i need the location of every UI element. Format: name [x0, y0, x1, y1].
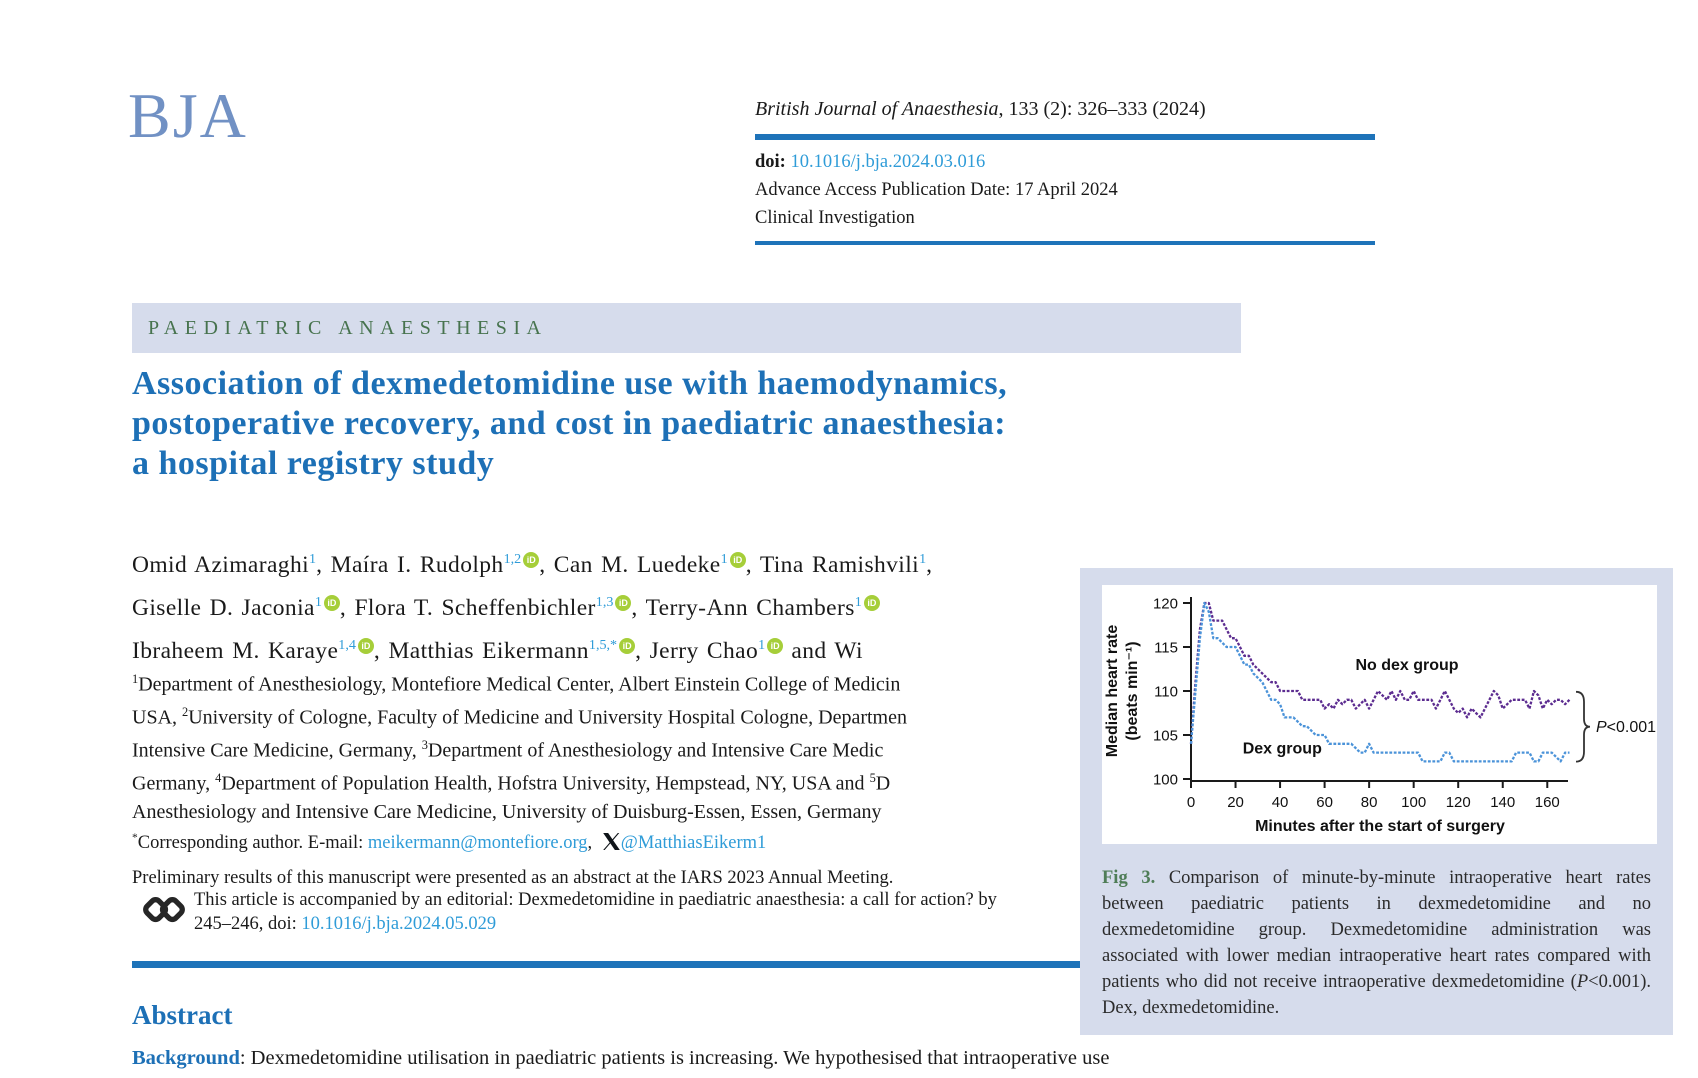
affiliation-text: Intensive Care Medicine, Germany, [132, 739, 422, 762]
y-tick-label: 105 [1152, 727, 1178, 745]
affiliation-text: Department of Anesthesiology and Intensive Care Medic [427, 739, 884, 762]
orcid-icon: iD [523, 552, 539, 568]
figure-3-panel [1080, 568, 1673, 1035]
affiliation-text: University of Cologne, Faculty of Medicine and University Hospital Cologne, Departmen [188, 706, 907, 729]
x-handle-link[interactable]: @MatthiasEikerm1 [620, 833, 767, 854]
author-separator: , [745, 551, 760, 578]
affiliation-line [132, 765, 1092, 798]
background-text: : Dexmedetomidine utilisation in paediatric patients is increasing. We hypothesised that intraoperative use [239, 1047, 1110, 1069]
author-list [132, 541, 1112, 669]
y-tick-label: 120 [1152, 595, 1178, 613]
journal-logo: BJA [128, 80, 248, 151]
author-name: Matthias Eikermann [388, 637, 589, 664]
corresponding-asterisk: * [132, 832, 138, 844]
caption-text-end: <0.001). Dex, dexmedetomidine. [1102, 972, 1651, 1018]
editorial-note [194, 889, 1074, 936]
affiliation-text: D [875, 773, 891, 796]
figure-3-chart [1102, 585, 1657, 844]
figure-label: Fig 3. [1102, 868, 1156, 888]
author-separator: , [631, 594, 646, 621]
author-affiliation-superscript: 1 [720, 551, 728, 567]
citation-issue: , 133 (2): 326–333 (2024) [998, 98, 1206, 120]
y-tick-label: 100 [1152, 771, 1178, 789]
author-name: Can M. Luedeke [553, 551, 721, 578]
x-tick-label: 160 [1534, 794, 1560, 811]
affiliations [132, 666, 1092, 826]
author-affiliation-superscript: 1 [758, 636, 766, 653]
author-affiliation-superscript: 1,3 [595, 593, 614, 610]
corresponding-label: Corresponding author. E-mail: [137, 833, 368, 854]
y-tick-label: 110 [1154, 683, 1178, 701]
linked-editorial-icon [141, 890, 187, 930]
author-name: Ibraheem M. Karaye [132, 637, 339, 664]
x-tick-label: 80 [1360, 794, 1378, 811]
article-category: Clinical Investigation [755, 208, 915, 228]
editorial-pages: 245–246, doi: [194, 913, 302, 934]
author-name: Terry-Ann Chambers [645, 594, 855, 621]
author-separator: and Wi [783, 637, 863, 664]
doi-line [755, 152, 1375, 173]
p-value-annotation: P<0.001 [1596, 719, 1657, 737]
affiliation-superscript: 4 [215, 771, 222, 786]
journal-header [755, 98, 1375, 245]
affiliation-line [132, 732, 1092, 765]
heart-rate-chart [1102, 585, 1657, 844]
affiliation-line [132, 799, 1092, 827]
affiliation-text: Germany, [132, 773, 216, 796]
affiliation-text: Anesthesiology and Intensive Care Medicine, University of Duisburg-Essen, Essen, Germany [132, 800, 882, 823]
author-separator: , [926, 551, 933, 578]
author-separator: , [339, 594, 355, 621]
section-banner: PAEDIATRIC ANAESTHESIA [132, 303, 1241, 353]
abstract-background [132, 1047, 1572, 1070]
x-tick-label: 120 [1445, 794, 1471, 811]
preliminary-note: Preliminary results of this manuscript were presented as an abstract at the IARS 2023 Annual Meeting. [132, 868, 894, 888]
x-twitter-icon [603, 833, 620, 850]
author-separator: , [373, 637, 389, 664]
advance-access-line: Advance Access Publication Date: 17 April 2024 [755, 180, 1118, 200]
comparison-bracket [1576, 692, 1590, 762]
series-label: No dex group [1355, 656, 1459, 674]
background-label: Background [132, 1047, 240, 1069]
author-affiliation-superscript: 1 [309, 551, 317, 567]
y-tick-label: 115 [1154, 639, 1178, 657]
article-title [132, 364, 1232, 484]
x-tick-label: 0 [1186, 794, 1196, 811]
affiliation-text: USA, [132, 706, 183, 729]
affiliation-text: Department of Anesthesiology, Montefiore Medical Center, Albert Einstein College of Medicin [138, 673, 901, 696]
orcid-icon: iD [324, 595, 340, 611]
author-name: Jerry Chao [649, 637, 759, 664]
x-axis-title: Minutes after the start of surgery [1255, 818, 1505, 835]
orcid-icon: iD [730, 552, 746, 568]
doi-link[interactable]: 10.1016/j.bja.2024.03.016 [790, 152, 986, 172]
author-separator: , [316, 551, 331, 578]
author-name: Maíra I. Rudolph [330, 551, 504, 578]
author-line [132, 627, 1112, 670]
caption-p-italic: P [1576, 972, 1589, 992]
series-label: Dex group [1242, 740, 1322, 758]
author-separator: , [635, 637, 650, 664]
x-tick-label: 60 [1316, 794, 1333, 811]
affiliation-line [132, 699, 1092, 732]
editorial-doi-link[interactable]: 10.1016/j.bja.2024.05.029 [301, 913, 497, 934]
journal-name: British Journal of Anaesthesia [755, 98, 999, 120]
title-line-1: Association of dexmedetomidine use with haemodynamics, [132, 365, 1008, 402]
citation-line [755, 98, 1375, 121]
x-tick-label: 100 [1401, 794, 1427, 811]
author-line [132, 541, 1112, 584]
figure-3-caption [1102, 865, 1651, 1021]
editorial-note-line-2 [194, 913, 1074, 937]
affiliation-superscript: 1 [132, 672, 139, 686]
x-tick-label: 40 [1271, 794, 1289, 811]
x-tick-label: 20 [1227, 794, 1244, 811]
y-axis-title: Median heart rate (beats min⁻¹) [1104, 624, 1141, 758]
email-link[interactable]: meikermann@montefiore.org [367, 833, 588, 854]
author-name: Giselle D. Jaconia [132, 594, 315, 621]
author-affiliation-superscript: 1 [314, 593, 322, 610]
doi-label: doi: [755, 152, 791, 172]
author-name: Omid Azimaraghi [132, 551, 310, 578]
author-line [132, 584, 1112, 627]
author-affiliation-superscript: 1,5,* [588, 636, 618, 653]
caption-text: Comparison of minute-by-minute intraoperative heart rates between paediatric patients in dexmedetomidine and no dexmedetomidine group. Dexmedetomidine administration was associated with lower median intraoperative heart rates compared with patients who did not receive intraoperative dexmedetomidine ( [1102, 868, 1651, 992]
title-line-3: a hospital registry study [132, 445, 495, 482]
corresponding-author-line [132, 832, 766, 854]
affiliation-superscript: 3 [421, 738, 428, 753]
orcid-icon: iD [358, 638, 374, 654]
author-name: Flora T. Scheffenbichler [354, 594, 596, 621]
author-affiliation-superscript: 1,4 [338, 636, 356, 653]
x-tick-label: 140 [1490, 794, 1516, 811]
header-divider-top [755, 134, 1375, 140]
affiliation-superscript: 2 [182, 705, 189, 720]
series-line-dex [1191, 603, 1570, 761]
title-line-2: postoperative recovery, and cost in paediatric anaesthesia: [132, 405, 1007, 442]
header-divider-bottom [755, 241, 1375, 245]
affiliation-line [132, 666, 1092, 699]
author-affiliation-superscript: 1 [919, 551, 927, 567]
abstract-heading: Abstract [132, 1000, 233, 1030]
orcid-icon: iD [767, 638, 783, 654]
author-affiliation-superscript: 1,2 [503, 551, 522, 567]
author-separator: , [539, 551, 554, 578]
orcid-icon: iD [615, 595, 631, 611]
separator: , [587, 833, 597, 854]
affiliation-text: Department of Population Health, Hofstra University, Hempstead, NY, USA and [221, 773, 870, 796]
orcid-icon: iD [864, 595, 880, 611]
author-affiliation-superscript: 1 [854, 593, 862, 610]
orcid-icon: iD [619, 638, 635, 654]
affiliation-superscript: 5 [869, 771, 876, 786]
editorial-note-line-1: This article is accompanied by an editorial: Dexmedetomidine in paediatric anaesthesia: a call for action? by [194, 890, 997, 910]
author-name: Tina Ramishvili [759, 551, 920, 578]
